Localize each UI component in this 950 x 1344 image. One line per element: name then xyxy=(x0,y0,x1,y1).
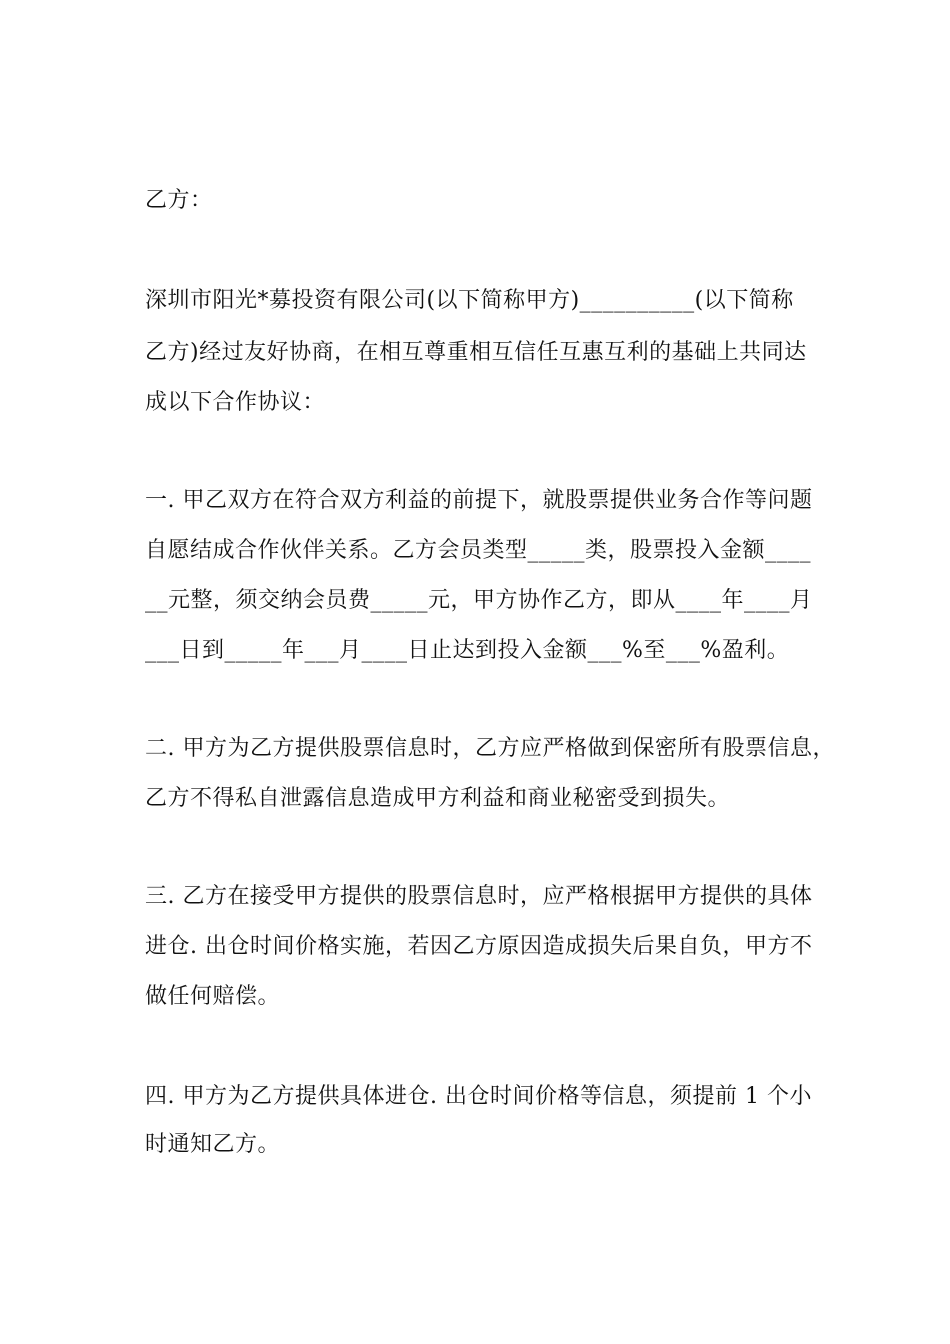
intro-line: 深圳市阳光*募投资有限公司(以下简称甲方)__________(以下简称 xyxy=(145,288,794,313)
intro-line: 乙方)经过友好协商，在相互尊重相互信任互惠互利的基础上共同达 xyxy=(145,340,807,365)
clause-2-line: 乙方不得私自泄露信息造成甲方利益和商业秘密受到损失。 xyxy=(145,786,731,811)
clause-4-line: 四. 甲方为乙方提供具体进仓. 出仓时间价格等信息，须提前 1 个小 xyxy=(145,1084,812,1109)
clause-3-line: 三. 乙方在接受甲方提供的股票信息时，应严格根据甲方提供的具体 xyxy=(145,884,813,909)
clause-1-line: 一. 甲乙双方在符合双方利益的前提下，就股票提供业务合作等问题 xyxy=(145,488,813,513)
intro-line: 成以下合作协议： xyxy=(145,390,326,415)
clause-2-line: 二. 甲方为乙方提供股票信息时，乙方应严格做到保密所有股票信息， xyxy=(145,736,835,761)
clause-1-line: __元整，须交纳会员费_____元，甲方协作乙方，即从____年____月 xyxy=(145,588,813,613)
clause-3-line: 做任何赔偿。 xyxy=(145,984,281,1009)
clause-1-line: ___日到_____年___月____日止达到投入金额___%至___%盈利。 xyxy=(145,638,790,663)
clause-3-line: 进仓. 出仓时间价格实施，若因乙方原因造成损失后果自负，甲方不 xyxy=(145,934,813,959)
party-b-heading: 乙方： xyxy=(145,188,213,213)
clause-4-line: 时通知乙方。 xyxy=(145,1132,281,1157)
clause-1-line: 自愿结成合作伙伴关系。乙方会员类型_____类，股票投入金额____ xyxy=(145,538,812,563)
